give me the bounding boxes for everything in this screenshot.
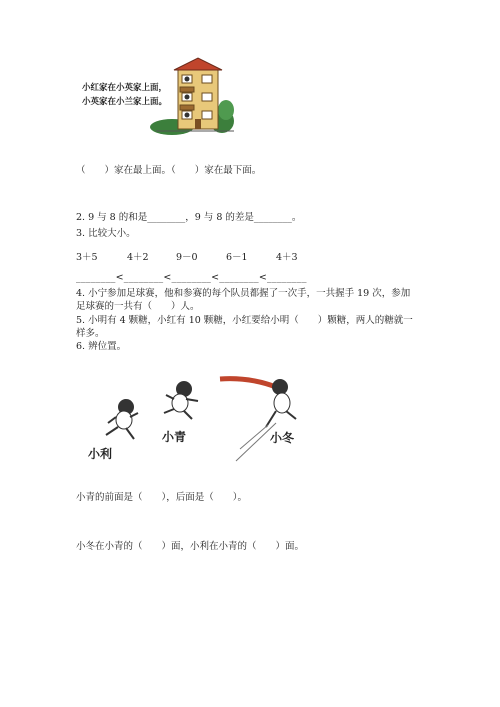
label-xiaoqing: 小青 [162,430,187,444]
children-drawing [80,365,320,465]
compare-blanks-line: ________<________<________<________<________ [76,272,307,283]
compare-item-5: 4＋3 [276,252,298,263]
building-illustration [76,55,236,135]
building-caption-line1: 小红家在小英家上面， [82,83,168,93]
question-5-line1: 5. 小明有 4 颗糖，小红有 10 颗糖，小红要给小明（ ）颗糖，两人的糖就一 [76,315,413,326]
compare-item-3: 9－0 [176,252,198,263]
question-6-line1: 小青的前面是（ ），后面是（ ）。 [76,492,248,503]
compare-item-1: 3＋5 [76,252,98,263]
running-children-illustration [80,365,320,465]
label-xiaoli: 小利 [88,447,113,461]
building-caption-line2: 小英家在小兰家上面。 [82,97,168,107]
compare-item-2: 4＋2 [127,252,149,263]
question-4-line1: 4. 小宁参加足球赛，他和参赛的每个队员都握了一次手，一共握手 19 次，参加 [76,288,411,299]
question-1-text: （ ）家在最上面。（ ）家在最下面。 [76,165,262,176]
question-6-title: 6. 辨位置。 [76,341,127,352]
compare-item-4: 6－1 [226,252,248,263]
apartment-building-drawing [76,55,236,135]
question-2-text: 2. 9 与 8 的和是________，9 与 8 的差是________。 [76,212,302,223]
label-xiaodong: 小冬 [270,431,295,445]
question-5-line2: 样多。 [76,328,105,339]
question-3-title: 3. 比较大小。 [76,228,136,239]
question-6-line2: 小冬在小青的（ ）面，小利在小青的（ ）面。 [76,541,305,552]
question-4-line2: 足球赛的一共有（ ）人。 [76,301,200,312]
